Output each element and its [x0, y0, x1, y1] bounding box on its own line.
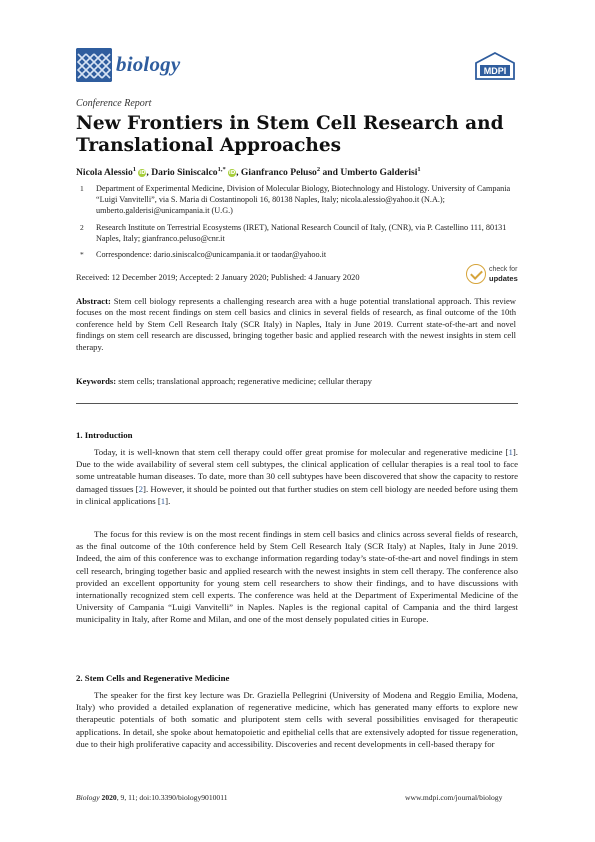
paragraph-text: ].: [165, 495, 171, 506]
footer-citation: [76, 793, 228, 802]
paragraph-text: Today, it is well-known that stem cell therapy could offer great promise for molecular and regenerative medicine [: [94, 447, 509, 457]
paragraph-text: ]. However, it should be pointed out that further studies on stem cell biology are needed before using them in clinical applications [: [76, 483, 518, 506]
author-name: Dario Siniscalco: [151, 167, 218, 179]
abstract-text: Stem cell biology represents a challenging research area with a huge potential translational approach. This review focuses on the most recent findings on stem cell basics and clinics in several fields of research, as final outcome of the 10th conference held by Stem Cell Research Italy (SCR Italy) in Naples, Italy in June 2019. Current state-of-the-art and novel findings on stem cell research are discussed, bringing together basic and applied research with the newest insights in stem cell therapy.: [76, 296, 516, 352]
author-affiliation-mark: 1: [132, 166, 137, 173]
affiliation-1: [76, 183, 516, 216]
correspondence-text: Correspondence: dario.siniscalco@unicampania.it or taodar@yahoo.it: [96, 250, 327, 259]
section-heading-stem-cells: 2. Stem Cells and Regenerative Medicine: [76, 673, 230, 683]
citation-link[interactable]: 2: [138, 483, 144, 494]
affiliation-2: [76, 222, 516, 244]
footer-citation-rest: , 9, 11; doi:10.3390/biology9010011: [116, 793, 228, 802]
orcid-icon[interactable]: iD: [139, 170, 146, 177]
intro-paragraph-2: The focus for this review is on the most recent findings in stem cell basics and clinics across several fields of research, as the final outcome of the 10th conference held by Stem Cell Research Italy (SCR Italy) at Naples, Italy in June 2019. Indeed, the aim of this conference was to exchange information regarding today’s state-of-the-art and novel findings in stem cell research, bringing together basic and applied research with the newest insights in stem cell therapy. The conference also provided an excellent opportunity for young stem cell researchers to show their findings, and to have discussions with internationally recognized stem cell experts. The conference was held at the Department of Experimental Medicine of the University of Campania “Luigi Vanvitelli” in Naples. Naples is the regional capital of Campania and the third largest municipality in Italy, after Rome and Milan, and one of the most densely populated cities in Europe.: [76, 529, 518, 625]
publication-dates: Received: 12 December 2019; Accepted: 2 January 2020; Published: 4 January 2020: [76, 273, 360, 282]
check-updates-icon: [466, 264, 486, 284]
mdpi-logo-icon: [474, 52, 516, 80]
article-title: New Frontiers in Stem Cell Research and Translational Approaches: [76, 113, 504, 156]
section-heading-introduction: 1. Introduction: [76, 430, 133, 440]
affiliation-mark: 2: [80, 223, 84, 232]
author-name: Nicola Alessio: [76, 167, 133, 179]
affiliation-text: Department of Experimental Medicine, Division of Molecular Biology, Biotechnology and Histology. University of Campania “Luigi Vanvitelli”, via S. Maria di Costantinopoli 16, 80138 Naples, Italy; nicola.alessio@yahoo.it (N.A.); umberto.galderisi@unicampania.it (U.G.): [96, 184, 511, 215]
author-affiliation-mark: 1,*: [217, 166, 226, 173]
author-list: Nicola Alessio$^1$ iD, Dario Siniscalco$^{1,*}$ iD, Gianfranco Peluso$^2$ and Umberto Galderisi$^1$: [76, 166, 421, 179]
affiliation-text: Research Institute on Terrestrial Ecosystems (IRET), National Research Council of Italy, (CNR), via P. Castellino 111, 80131 Naples, Italy; gianfranco.peluso@cnr.it: [96, 223, 507, 243]
orcid-icon[interactable]: iD: [228, 170, 236, 177]
check-for-updates-button[interactable]: [466, 263, 526, 287]
author-name: Umberto Galderisi: [340, 167, 418, 179]
section2-paragraph-1: The speaker for the first key lecture was Dr. Graziella Pellegrini (University of Modena and Reggio Emilia, Modena, Italy) who provided a detailed explanation of regenerative medicine, which has generated many efforts to explore new therapeutic potentials of both somatic and pluripotent stem cells with several possibilities envisaged for therapeutic applications. In detail, she spoke about hematopoietic and epithelial cells that are extensively adopted for tissue regeneration, due to their high proliferative capacity and accessibility. Discoveries and recent developments in cell-based therapy for: [76, 690, 518, 749]
intro-paragraph-1: [76, 446, 518, 507]
footer-year: 2020: [101, 793, 117, 802]
abstract-label: Abstract:: [76, 296, 111, 306]
mdpi-logo-text: MDPI: [483, 66, 507, 76]
keywords: [76, 376, 516, 387]
author-affiliation-mark: 1: [417, 166, 421, 173]
paragraph-text: ]. Due to the wide availability of several stem cell subtypes, the clinical application of cellular therapies is a real tool to face some untreatable human diseases. To date, more than 30 cell subtypes have been discovered that show the capacity to restore damaged tissues [: [76, 447, 518, 494]
author-affiliation-mark: 2: [316, 166, 321, 173]
correspondence: [76, 249, 516, 260]
author-name: Gianfranco Peluso: [240, 167, 317, 179]
citation-link[interactable]: 1: [160, 495, 166, 506]
divider: [76, 403, 518, 404]
article-type: Conference Report: [76, 98, 152, 109]
check-updates-line2: updates: [489, 274, 518, 283]
footer-journal: Biology: [76, 793, 100, 802]
keywords-text: stem cells; translational approach; regenerative medicine; cellular therapy: [118, 376, 372, 386]
journal-name: biology: [116, 52, 181, 76]
footer-journal-url[interactable]: www.mdpi.com/journal/biology: [405, 793, 503, 802]
abstract: [76, 296, 516, 353]
journal-logo-icon: [76, 48, 112, 82]
correspondence-mark: *: [80, 250, 84, 259]
citation-link[interactable]: 1: [508, 447, 513, 457]
check-updates-line1: check for: [489, 266, 518, 273]
affiliation-mark: 1: [80, 184, 84, 193]
keywords-label: Keywords:: [76, 376, 117, 386]
